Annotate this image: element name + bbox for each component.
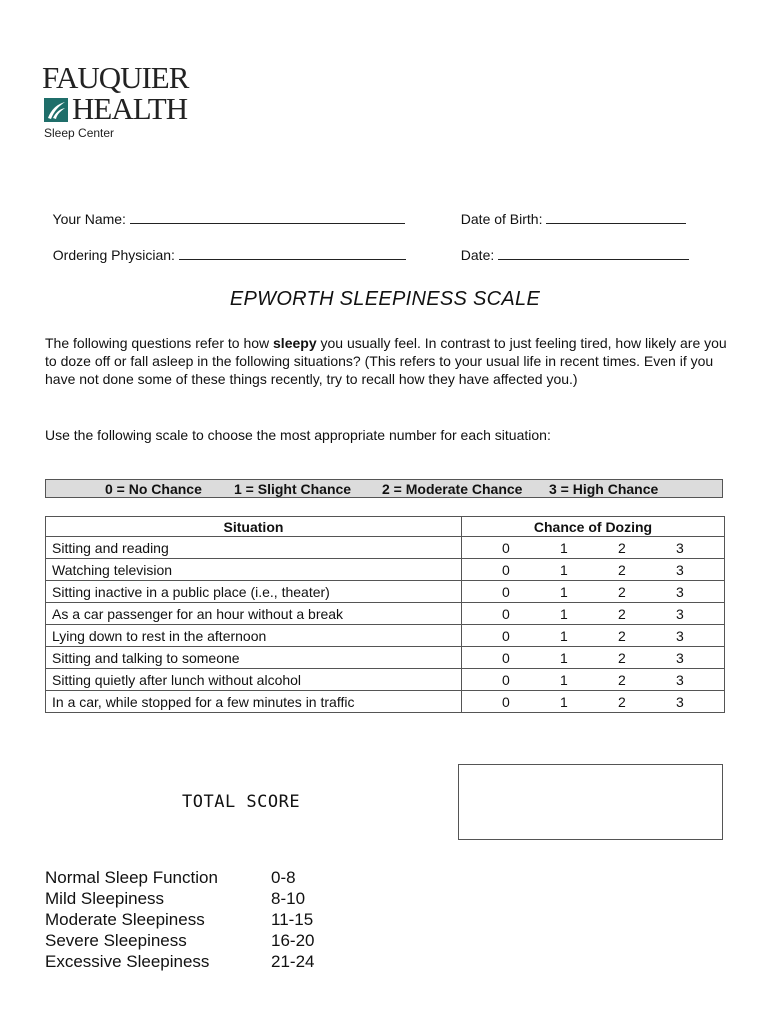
table-row bbox=[46, 625, 725, 647]
choices-cell bbox=[462, 647, 725, 669]
date-field[interactable] bbox=[453, 231, 689, 263]
choice-2[interactable]: 2 bbox=[618, 540, 626, 556]
physician-field[interactable] bbox=[45, 231, 406, 263]
page-title: EPWORTH SLEEPINESS SCALE bbox=[229, 288, 541, 310]
choice-2[interactable]: 2 bbox=[618, 628, 626, 644]
legend-row bbox=[45, 951, 365, 972]
dob-label: Date of Birth: bbox=[460, 211, 543, 227]
intro-bold: sleepy bbox=[273, 335, 317, 351]
scale-2: 2 = Moderate Chance bbox=[382, 481, 523, 497]
table-row bbox=[46, 581, 725, 603]
legend-range: 8-10 bbox=[271, 889, 306, 908]
choice-3[interactable]: 3 bbox=[676, 584, 684, 600]
logo-line2: HEALTH bbox=[72, 91, 188, 126]
score-legend bbox=[45, 867, 365, 972]
choice-3[interactable]: 3 bbox=[676, 562, 684, 578]
choice-2[interactable]: 2 bbox=[618, 650, 626, 666]
situation-cell: Sitting inactive in a public place (i.e., theater) bbox=[46, 581, 462, 603]
choice-3[interactable]: 3 bbox=[676, 650, 684, 666]
choice-3[interactable]: 3 bbox=[676, 540, 684, 556]
choice-0[interactable]: 0 bbox=[502, 606, 510, 622]
legend-row bbox=[45, 888, 365, 909]
choice-0[interactable]: 0 bbox=[502, 540, 510, 556]
choice-0[interactable]: 0 bbox=[502, 672, 510, 688]
choice-3[interactable]: 3 bbox=[676, 672, 684, 688]
choice-2[interactable]: 2 bbox=[618, 562, 626, 578]
logo-line1: FAUQUIER bbox=[42, 60, 189, 95]
table-row bbox=[46, 559, 725, 581]
table-row bbox=[46, 603, 725, 625]
legend-label: Severe Sleepiness bbox=[45, 931, 187, 950]
name-line[interactable] bbox=[130, 211, 405, 224]
legend-range: 21-24 bbox=[271, 952, 315, 971]
logo-subtitle: Sleep Center bbox=[44, 126, 115, 140]
situation-cell: In a car, while stopped for a few minutes in traffic bbox=[46, 691, 462, 713]
choice-0[interactable]: 0 bbox=[502, 650, 510, 666]
header-situation: Situation bbox=[46, 517, 462, 537]
choice-1[interactable]: 1 bbox=[560, 540, 568, 556]
choices-cell bbox=[462, 559, 725, 581]
choice-1[interactable]: 1 bbox=[560, 606, 568, 622]
choice-2[interactable]: 2 bbox=[618, 672, 626, 688]
scale-0: 0 = No Chance bbox=[105, 481, 202, 497]
scale-prompt: Use the following scale to choose the most appropriate number for each situation: bbox=[45, 427, 551, 443]
choice-2[interactable]: 2 bbox=[618, 694, 626, 710]
intro-paragraph bbox=[45, 334, 735, 388]
intro-before: The following questions refer to how bbox=[45, 335, 274, 351]
situation-cell: Watching television bbox=[46, 559, 462, 581]
choice-0[interactable]: 0 bbox=[502, 584, 510, 600]
choice-3[interactable]: 3 bbox=[676, 628, 684, 644]
name-field[interactable] bbox=[45, 195, 405, 227]
choices-cell bbox=[462, 537, 725, 559]
choice-1[interactable]: 1 bbox=[560, 694, 568, 710]
choice-1[interactable]: 1 bbox=[560, 672, 568, 688]
legend-row bbox=[45, 909, 365, 930]
header-chance: Chance of Dozing bbox=[462, 517, 725, 537]
legend-row bbox=[45, 930, 365, 951]
legend-range: 11-15 bbox=[271, 910, 314, 929]
choice-0[interactable]: 0 bbox=[502, 694, 510, 710]
fauquier-health-logo bbox=[42, 62, 202, 142]
table-row bbox=[46, 537, 725, 559]
situation-cell: Sitting quietly after lunch without alcohol bbox=[46, 669, 462, 691]
table-row bbox=[46, 691, 725, 713]
choice-1[interactable]: 1 bbox=[560, 562, 568, 578]
choice-3[interactable]: 3 bbox=[676, 606, 684, 622]
date-label: Date: bbox=[460, 247, 495, 263]
legend-range: 0-8 bbox=[271, 868, 296, 887]
dob-line[interactable] bbox=[546, 211, 686, 224]
situation-cell: Sitting and reading bbox=[46, 537, 462, 559]
choice-1[interactable]: 1 bbox=[560, 628, 568, 644]
total-score-label: TOTAL SCORE bbox=[182, 792, 301, 812]
legend-row bbox=[45, 867, 365, 888]
choice-3[interactable]: 3 bbox=[676, 694, 684, 710]
legend-label: Excessive Sleepiness bbox=[45, 952, 210, 971]
choices-cell bbox=[462, 581, 725, 603]
physician-line[interactable] bbox=[179, 247, 406, 260]
choices-cell bbox=[462, 669, 725, 691]
table-row bbox=[46, 647, 725, 669]
date-line[interactable] bbox=[498, 247, 689, 260]
legend-range: 16-20 bbox=[271, 931, 315, 950]
choice-1[interactable]: 1 bbox=[560, 584, 568, 600]
choices-cell bbox=[462, 691, 725, 713]
situation-cell: Lying down to rest in the afternoon bbox=[46, 625, 462, 647]
situation-table bbox=[45, 516, 725, 713]
legend-label: Moderate Sleepiness bbox=[45, 910, 205, 929]
choice-0[interactable]: 0 bbox=[502, 562, 510, 578]
physician-label: Ordering Physician: bbox=[52, 247, 175, 263]
scale-1: 1 = Slight Chance bbox=[234, 481, 352, 497]
situation-cell: As a car passenger for an hour without a break bbox=[46, 603, 462, 625]
choice-0[interactable]: 0 bbox=[502, 628, 510, 644]
choices-cell bbox=[462, 603, 725, 625]
intro-after: you usually feel. In contrast to just feeling tired, how likely are you to doze off or fall asleep in the following situations? (This refers to your usual life in recent times. Even if you have not done some of these things recently, try to recall how they have affected you.) bbox=[45, 335, 727, 387]
legend-label: Normal Sleep Function bbox=[45, 868, 218, 887]
situation-cell: Sitting and talking to someone bbox=[46, 647, 462, 669]
table-body bbox=[46, 537, 725, 713]
choice-2[interactable]: 2 bbox=[618, 606, 626, 622]
legend-label: Mild Sleepiness bbox=[45, 889, 165, 908]
name-label: Your Name: bbox=[52, 211, 126, 227]
scale-3: 3 = High Chance bbox=[549, 481, 659, 497]
choice-1[interactable]: 1 bbox=[560, 650, 568, 666]
choice-2[interactable]: 2 bbox=[618, 584, 626, 600]
dob-field[interactable] bbox=[453, 195, 686, 227]
table-row bbox=[46, 669, 725, 691]
leaf-icon bbox=[44, 98, 68, 122]
choices-cell bbox=[462, 625, 725, 647]
table-header-row bbox=[46, 517, 725, 537]
scale-legend-bar bbox=[45, 479, 723, 498]
total-score-box[interactable] bbox=[458, 764, 723, 840]
